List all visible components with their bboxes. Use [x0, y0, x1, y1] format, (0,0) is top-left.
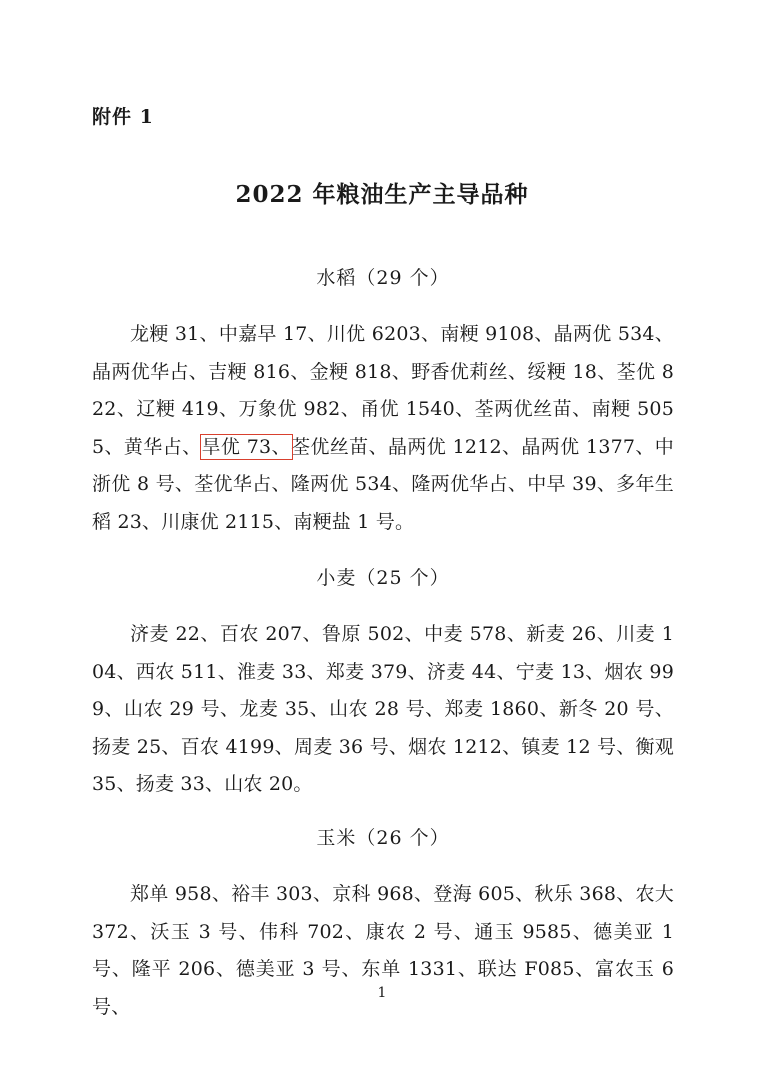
- maize-variety-list: 郑单 958、裕丰 303、京科 968、登海 605、秋乐 368、农大 372、沃玉 3 号、伟科 702、康农 2 号、通玉 9585、德美亚 1 号、隆平 206、德美亚 3 号、东单 1331、联达 F085、富农玉 6 号、: [92, 883, 674, 1018]
- highlighted-variety: 旱优 73、: [201, 435, 291, 458]
- wheat-section: [92, 558, 674, 804]
- maize-heading: 玉米（26 个）: [316, 827, 450, 849]
- document-title: 2022 年粮油生产主导品种: [235, 181, 529, 208]
- rice-section: [92, 258, 674, 542]
- rice-variety-list: [92, 316, 674, 542]
- attachment-label: 附件 1: [92, 106, 154, 128]
- page-number: 1: [377, 985, 387, 1001]
- wheat-variety-list: 济麦 22、百农 207、鲁原 502、中麦 578、新麦 26、川麦 104、西农 511、淮麦 33、郑麦 379、济麦 44、宁麦 13、烟农 999、山农 29 号、龙麦 35、山农 28 号、郑麦 1860、新冬 20 号、扬麦 25、百农 4199、周麦 36 号、烟农 1212、镇麦 12 号、衡观 35、扬麦 33、山农 20。: [92, 623, 674, 796]
- maize-section: [92, 818, 674, 1018]
- wheat-heading: 小麦（25 个）: [316, 567, 450, 589]
- rice-heading: 水稻（29 个）: [316, 267, 450, 289]
- rice-text-before: 龙粳 31、中嘉早 17、川优 6203、南粳 9108、晶两优 534、晶两优华占、吉粳 816、金粳 818、野香优莉丝、绥粳 18、荃优 822、辽粳 419、万象优 982、甬优 1540、荃两优丝苗、南粳 5055、黄华占、: [92, 323, 674, 458]
- rice-text-after: 荃优丝苗、晶两优 1212、晶两优 1377、中浙优 8 号、荃优华占、隆两优 534、隆两优华占、中早 39、多年生稻 23、川康优 2115、南粳盐 1 号。: [92, 435, 674, 533]
